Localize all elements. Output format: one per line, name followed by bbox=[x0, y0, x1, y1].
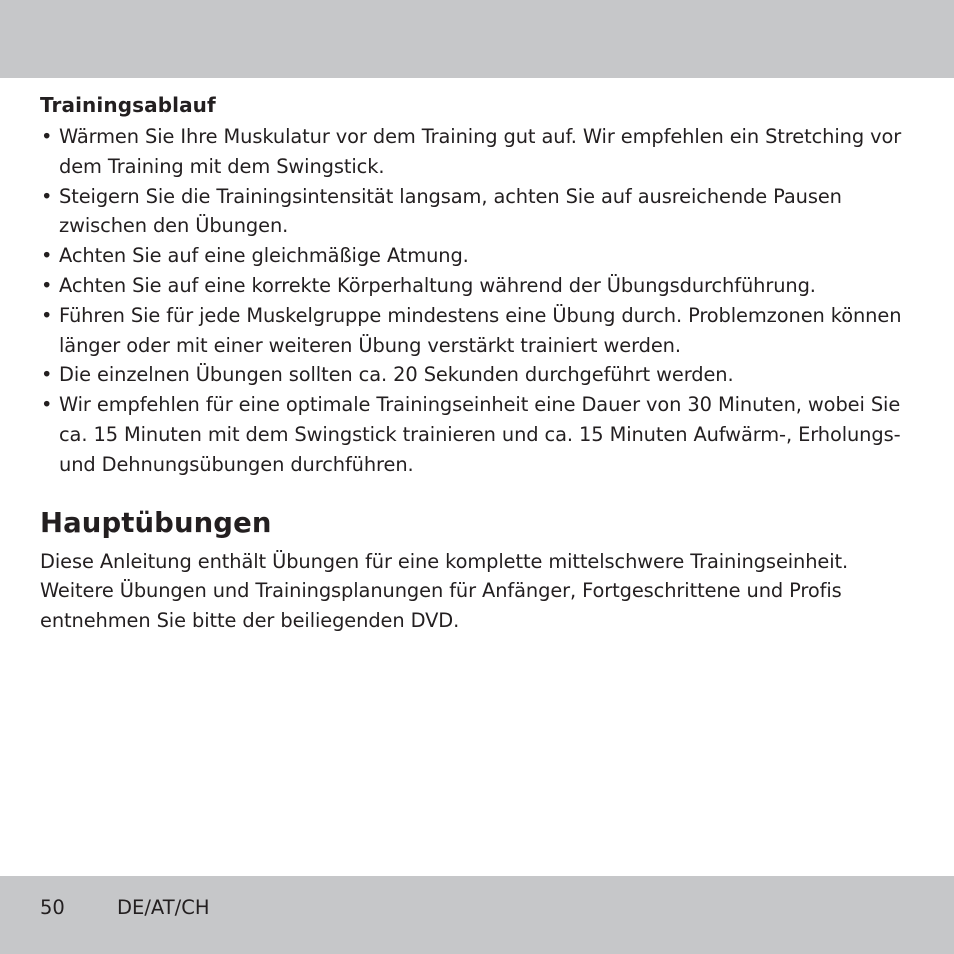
list-item-text: Die einzelnen Übungen sollten ca. 20 Sekunden durchgeführt werden. bbox=[59, 363, 734, 387]
bullet-icon: • bbox=[41, 125, 53, 148]
list-item-text: Steigern Sie die Trainingsintensität langsam, achten Sie auf ausreichende Pausen zwischen den Übungen. bbox=[59, 184, 842, 238]
list-item bbox=[40, 301, 920, 361]
bullet-icon: • bbox=[41, 363, 53, 387]
list-item-text: Achten Sie auf eine gleichmäßige Atmung. bbox=[59, 244, 469, 268]
page-number: 50 bbox=[40, 896, 65, 919]
list-item-text: Wir empfehlen für eine optimale Trainingseinheit eine Dauer von 30 Minuten, wobei Sie ca. 15 Minuten mit dem Swingstick trainieren und ca. 15 Minuten Aufwärm-, Erholungs- und Dehnungsübungen durchführen. bbox=[59, 393, 901, 476]
region-label: DE/AT/CH bbox=[117, 896, 210, 919]
list-item bbox=[40, 122, 920, 182]
main-paragraph: Diese Anleitung enthält Übungen für eine komplette mittelschwere Trainingseinheit. Weitere Übungen und Trainingsplanungen für Anfänger, Fortgeschrittene und Profis entnehmen Sie bitte der beiliegenden DVD. bbox=[40, 549, 849, 633]
bullet-icon: • bbox=[41, 244, 53, 268]
list-item bbox=[40, 390, 920, 479]
bullet-list bbox=[40, 122, 920, 480]
list-item bbox=[40, 182, 920, 242]
header-band bbox=[0, 0, 954, 78]
list-item-text: Achten Sie auf eine korrekte Körperhaltung während der Übungsdurchführung. bbox=[59, 273, 816, 297]
bullet-icon: • bbox=[41, 303, 53, 327]
bullet-icon: • bbox=[41, 184, 53, 208]
list-item bbox=[40, 360, 920, 390]
list-item-text: Wärmen Sie Ihre Muskulatur vor dem Training gut auf. Wir empfehlen ein Stretching vor dem Training mit dem Swingstick. bbox=[59, 125, 902, 178]
list-item-text: Führen Sie für jede Muskelgruppe mindestens eine Übung durch. Problemzonen können länger oder mit einer weiteren Übung verstärkt trainiert werden. bbox=[59, 303, 902, 357]
bullet-icon: • bbox=[41, 273, 53, 297]
main-heading: Hauptübungen bbox=[40, 506, 272, 539]
list-item bbox=[40, 241, 920, 271]
list-item bbox=[40, 271, 920, 301]
bullet-icon: • bbox=[41, 393, 53, 417]
section-heading: Trainingsablauf bbox=[40, 93, 216, 117]
page-content bbox=[40, 91, 920, 636]
